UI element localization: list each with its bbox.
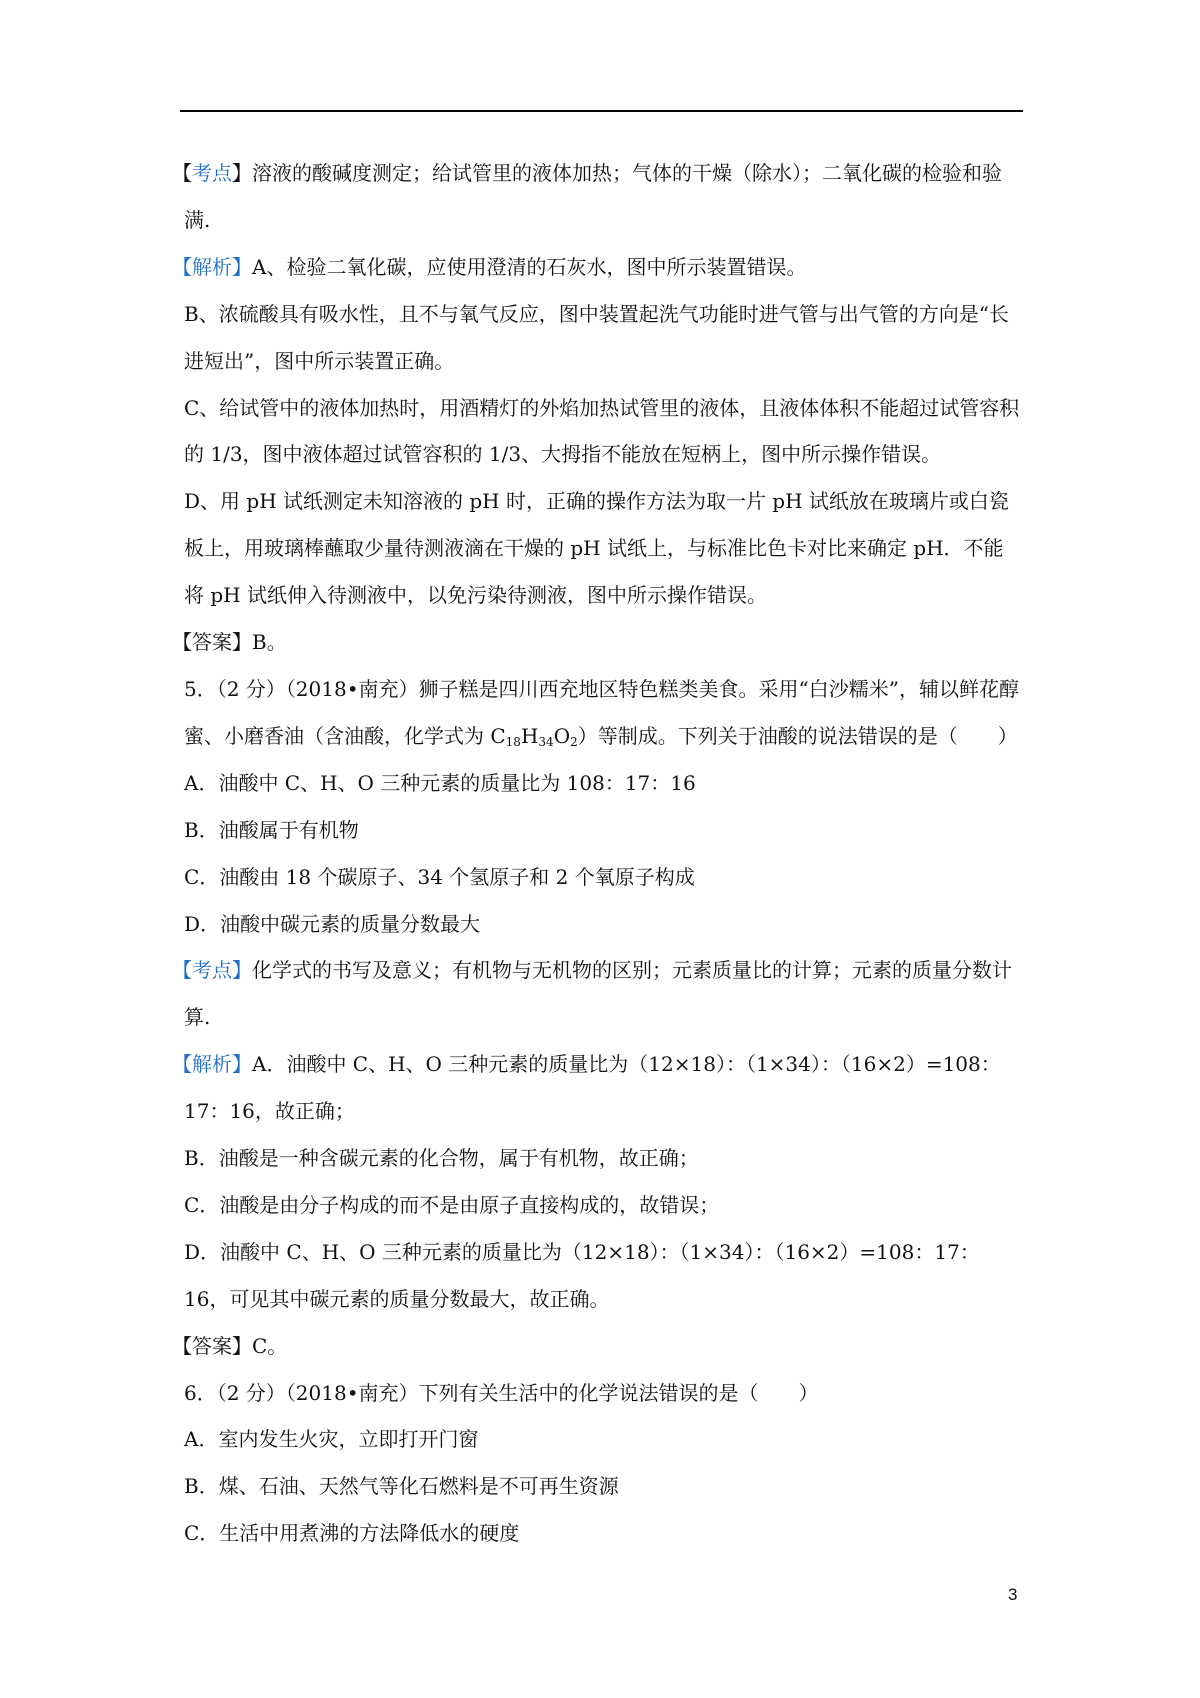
page-content	[172, 150, 1020, 1557]
tag-open-bracket: 【	[172, 254, 192, 279]
tag-open-bracket: 【	[172, 630, 192, 655]
q5-option: C．油酸由 18 个碳原子、34 个氢原子和 2 个氧原子构成	[184, 864, 695, 889]
answer-text: C。	[252, 1333, 288, 1358]
q5-option: D．油酸中碳元素的质量分数最大	[184, 911, 481, 936]
q5-jiexi-a	[172, 1041, 1020, 1135]
q6-option: B．煤、石油、天然气等化石燃料是不可再生资源	[184, 1474, 619, 1499]
tag-close-bracket: 】	[232, 958, 252, 983]
tag-close-bracket: 】	[232, 1333, 252, 1358]
kaodian-tag: 考点	[192, 161, 232, 185]
q6-option: A．室内发生火灾，立即打开门窗	[184, 1427, 479, 1452]
q5-stem-before: 5．（2 分）（2018•南充）狮子糕是四川西充地区特色糕类美食。采用“白沙糯米”，辅以鲜花醇蜜、小磨香油（含油酸，化学式为 C	[184, 676, 1019, 748]
kaodian-tag: 考点	[192, 958, 232, 983]
formula-sub: 18	[505, 734, 521, 749]
kaodian-text: 化学式的书写及意义；有机物与无机物的区别；元素质量比的计算；元素的质量分数计算.	[184, 958, 1012, 1030]
q4-kaodian	[172, 150, 1020, 244]
formula-part: O	[553, 723, 571, 748]
q6-option: C．生活中用煮沸的方法降低水的硬度	[184, 1521, 520, 1546]
q5-stem-after: ）等制成。下列关于油酸的说法错误的是（ ）	[577, 723, 1018, 748]
jiexi-tag: 解析	[192, 1052, 232, 1077]
q5-jiexi-c: C．油酸是由分子构成的而不是由原子直接构成的，故错误；	[184, 1192, 720, 1217]
tag-close-bracket: 】	[232, 1052, 252, 1077]
tag-close-bracket: 】	[232, 254, 252, 279]
formula-part: H	[520, 723, 539, 748]
header-rule	[180, 110, 1023, 112]
formula-sub: 2	[570, 734, 578, 749]
tag-open-bracket: 【	[172, 1333, 192, 1358]
kaodian-text: 溶液的酸碱度测定；给试管里的液体加热；气体的干燥（除水）；二氧化碳的检验和验满.	[184, 161, 1002, 232]
tag-open-bracket: 【	[172, 161, 192, 185]
q4-jiexi-c: C、给试管中的液体加热时，用酒精灯的外焰加热试管里的液体，且液体体积不能超过试管容积的 1/3，图中液体超过试管容积的 1/3、大拇指不能放在短柄上，图中所示操作错误。	[184, 395, 1020, 467]
jiexi-tag: 解析	[192, 254, 232, 279]
tag-close-bracket: 】	[232, 630, 252, 655]
answer-tag: 答案	[192, 630, 232, 655]
q4-jiexi-a	[172, 244, 1020, 291]
answer-tag: 答案	[192, 1333, 232, 1358]
q5-answer	[172, 1323, 1020, 1370]
tag-close-bracket: 】	[232, 161, 252, 185]
q5-option: B．油酸属于有机物	[184, 817, 359, 842]
q4-answer	[172, 619, 1020, 666]
formula-sub: 34	[538, 734, 554, 749]
q5-jiexi-b: B．油酸是一种含碳元素的化合物，属于有机物，故正确；	[184, 1146, 699, 1171]
q5-stem	[184, 666, 1020, 760]
q4-jiexi-d: D、用 pH 试纸测定未知溶液的 pH 时，正确的操作方法为取一片 pH 试纸放在玻璃片或白瓷板上，用玻璃棒蘸取少量待测液滴在干燥的 pH 试纸上，与标准比色卡对比来确定 pH．不能将 pH 试纸伸入待测液中，以免污染待测液，图中所示操作错误。	[184, 489, 1009, 608]
q5-option: A．油酸中 C、H、O 三种元素的质量比为 108：17：16	[184, 770, 696, 795]
jiexi-text: A、检验二氧化碳，应使用澄清的石灰水，图中所示装置错误。	[252, 254, 807, 279]
answer-text: B。	[252, 630, 287, 655]
q4-jiexi-b: B、浓硫酸具有吸水性，且不与氧气反应，图中装置起洗气功能时进气管与出气管的方向是“长进短出”，图中所示装置正确。	[184, 301, 1009, 373]
q5-jiexi-d: D．油酸中 C、H、O 三种元素的质量比为（12×18）：（1×34）：（16×2）=108：17：16，可见其中碳元素的质量分数最大，故正确。	[184, 1239, 980, 1311]
q5-kaodian	[172, 947, 1020, 1041]
q6-stem: 6．（2 分）（2018•南充）下列有关生活中的化学说法错误的是（ ）	[184, 1380, 819, 1405]
jiexi-text: A．油酸中 C、H、O 三种元素的质量比为（12×18）：（1×34）：（16×2）=108：17：16，故正确；	[184, 1052, 1001, 1124]
tag-open-bracket: 【	[172, 1052, 192, 1077]
page-number: 3	[1008, 1585, 1018, 1604]
tag-open-bracket: 【	[172, 958, 192, 983]
